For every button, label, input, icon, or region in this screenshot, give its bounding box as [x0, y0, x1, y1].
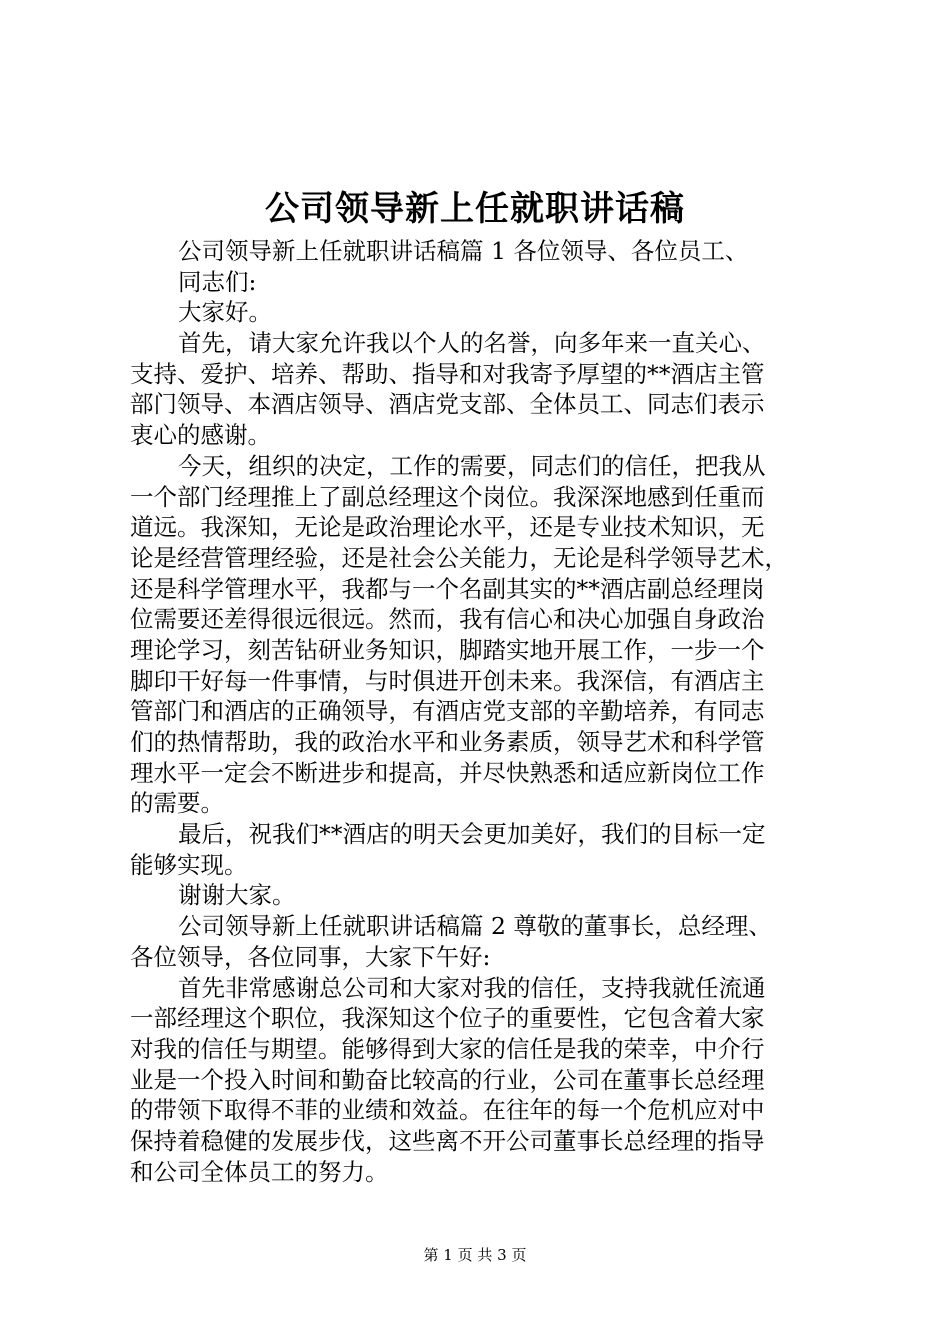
text-line: 业是一个投入时间和勤奋比较高的行业，公司在董事长总经理 — [130, 1065, 765, 1094]
text-line: 一个部门经理推上了副总经理这个岗位。我深深地感到任重而 — [130, 482, 765, 511]
text-line: 同志们: — [178, 267, 257, 296]
text-line: 还是科学管理水平，我都与一个名副其实的**酒店副总经理岗 — [130, 574, 765, 603]
text-line: 公司领导新上任就职讲话稿篇 2 尊敬的董事长，总经理、 — [178, 912, 772, 941]
text-line: 脚印干好每一件事情，与时俱进开创未来。我深信，有酒店主 — [130, 666, 765, 695]
text-line: 管部门和酒店的正确领导，有酒店党支部的辛勤培养，有同志 — [130, 697, 765, 726]
text-line: 衷心的感谢。 — [130, 421, 271, 450]
text-line: 支持、爱护、培养、帮助、指导和对我寄予厚望的**酒店主管 — [130, 359, 765, 388]
text-line: 部门领导、本酒店领导、酒店党支部、全体员工、同志们表示 — [130, 390, 765, 419]
text-line: 理论学习，刻苦钻研业务知识，脚踏实地开展工作，一步一个 — [130, 635, 765, 664]
text-line: 能够实现。 — [130, 850, 248, 879]
text-line: 大家好。 — [178, 298, 272, 327]
text-line: 论是经营管理经验，还是社会公关能力，无论是科学领导艺术， — [130, 543, 788, 572]
text-line: 首先非常感谢总公司和大家对我的信任，支持我就任流通 — [178, 973, 766, 1002]
text-line: 各位领导，各位同事，大家下午好: — [130, 942, 491, 971]
text-line: 首先，请大家允许我以个人的名誉，向多年来一直关心、 — [178, 329, 766, 358]
document-body — [130, 236, 832, 1187]
text-line: 保持着稳健的发展步伐，这些离不开公司董事长总经理的指导 — [130, 1126, 765, 1155]
text-line: 公司领导新上任就职讲话稿篇 1 各位领导、各位员工、 — [178, 237, 749, 265]
text-line: 的带领下取得不菲的业绩和效益。在往年的每一个危机应对中 — [130, 1096, 765, 1125]
text-line: 谢谢大家。 — [178, 881, 296, 910]
text-line: 道远。我深知，无论是政治理论水平，还是专业技术知识，无 — [130, 513, 765, 542]
text-line: 的需要。 — [130, 789, 224, 818]
text-line: 位需要还差得很远很远。然而，我有信心和决心加强自身政治 — [130, 605, 765, 634]
text-line: 对我的信任与期望。能够得到大家的信任是我的荣幸，中介行 — [130, 1034, 765, 1063]
document-title: 公司领导新上任就职讲话稿 — [265, 189, 685, 229]
text-line: 最后，祝我们**酒店的明天会更加美好，我们的目标一定 — [178, 820, 766, 849]
text-line: 今天，组织的决定，工作的需要，同志们的信任，把我从 — [178, 451, 766, 480]
page-footer: 第 1 页 共 3 页 — [423, 1246, 527, 1264]
text-line: 理水平一定会不断进步和提高，并尽快熟悉和适应新岗位工作 — [130, 758, 765, 787]
text-line: 们的热情帮助，我的政治水平和业务素质，领导艺术和科学管 — [130, 728, 765, 756]
text-line: 和公司全体员工的努力。 — [130, 1157, 389, 1186]
text-line: 一部经理这个职位，我深知这个位子的重要性，它包含着大家 — [130, 1004, 765, 1033]
